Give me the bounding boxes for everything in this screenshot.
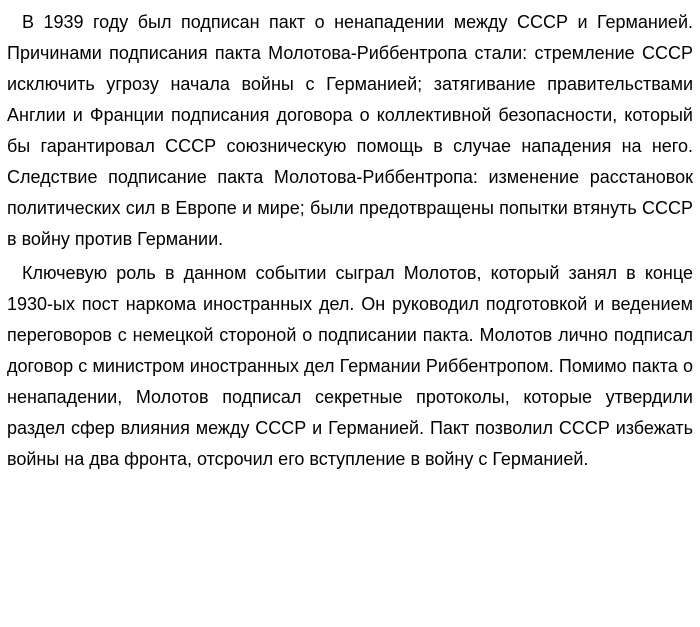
paragraph-1: В 1939 году был подписан пакт о ненападении между СССР и Германией. Причинами подписания пакта Молотова-Риббентропа стали: стремление СССР исключить угрозу начала войны с Германией; затягивание правительствами Англии и Франции подписания договора о коллективной безопасности, который бы гарантировал СССР союзническую помощь в случае нападения на него. Следствие подписание пакта Молотова-Риббентропа: изменение расстановок политических сил в Европе и мире; были предотвращены попытки втянуть СССР в войну против Германии. (7, 12, 693, 249)
paragraph-2: Ключевую роль в данном событии сыграл Молотов, который занял в конце 1930-ых пост наркома иностранных дел. Он руководил подготовкой и ведением переговоров с немецкой стороной о подписании пакта. Молотов лично подписал договор с министром иностранных дел Германии Риббентропом. Помимо пакта о ненападении, Молотов подписал секретные протоколы, которые утвердили раздел сфер влияния между СССР и Германией. Пакт позволил СССР избежать войны на два фронта, отсрочил его вступление в войну с Германией. (7, 263, 693, 469)
